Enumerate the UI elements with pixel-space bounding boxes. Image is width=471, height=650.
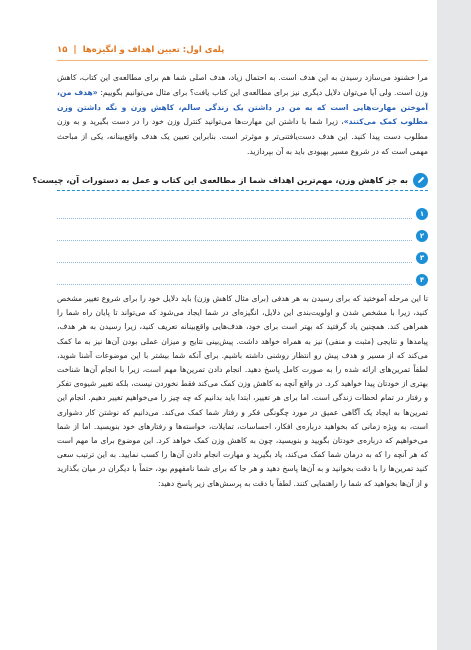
answer-number: ۳ [416,252,428,264]
intro-text-2: ، زیرا شما با داشتن این مهارت‌ها می‌توانید کنترل وزن خود را در دست بگیرید و به وزن مطلوب دست پیدا کنید. این هدف دست‌یافتنی‌تر و موثرتر است. بنابراین تعیین یک هدف واقع‌بینانه، یکی از مباحث مهمی است که در شروع مسیر بهبودی باید به آن بپردازید. [57,117,428,156]
question-underline [57,190,428,191]
answer-dotted-line[interactable] [57,254,412,263]
intro-paragraph [57,71,428,160]
answer-line-1[interactable] [57,206,428,222]
running-header [57,41,428,59]
chapter-title: پله‌ی اول: تعیین اهداف و انگیزه‌ها [82,45,225,55]
goal-highlight: «هدف من، آموختن مهارت‌هایی است که به من در داشتن یک زندگی سالم، کاهش وزن و نگه داشتن وزن مطلوب کمک می‌کنند» [57,87,429,127]
answer-dotted-line[interactable] [57,210,412,219]
pencil-icon [413,173,428,188]
answer-number: ۴ [416,274,428,286]
answer-line-2[interactable] [57,228,428,244]
page-side-margin [437,0,471,650]
answer-line-4[interactable] [57,272,428,288]
answer-line-3[interactable] [57,250,428,266]
question-text: به جز کاهش وزن، مهم‌ترین اهداف شما از مطالعه‌ی این کتاب و عمل به دستورات آن، چیست؟ [32,175,408,185]
page-number: ۱۵ [57,45,68,55]
header-separator: | [73,45,77,55]
header-divider [57,60,428,61]
question-row [32,171,428,189]
body-paragraph: تا این مرحله آموختید که برای رسیدن به هر هدفی (برای مثال کاهش وزن) باید دلایل خود را برای شروع تغییر مشخص کنید، زیرا با مشخص شدن و اولویت‌بندی این دلایل، انگیزه‌ای در شما ایجاد می‌شود که می‌تواند تا پایان راه شما را همراهی کند. همچنین یاد گرفتید که بهتر است برای خود، هدف‌هایی واقع‌بینانه تعریف کنید، زیرا رسیدن به هر هدف، پیامدها و نتایجی (مثبت و منفی) نیز به همراه خواهد داشت. پیش‌بینی نتایج و میزان عملی بودن آن‌ها نیز به ما کمک می‌کند که از مسیر و هدف پیش رو انتظار روشنی داشته باشیم. برای آنکه شما بیشتر با این موضوعات آشنا شوید، لطفاً تمرین‌های ارائه شده را به صورت کامل پاسخ دهید. انجام دادن تمرین‌ها مهم است، زیرا با انجام آن‌ها شناخت بهتری از خودتان پیدا خواهید کرد. در واقع آنچه به کاهش وزن کمک می‌کند فقط نخوردن نیست، بلکه تغییر شیوه‌ی تفکر و رفتار در تمام لحظات زندگی است. اما برای هر تغییر، ابتدا باید بدانیم که چه چیز را می‌خواهیم تغییر دهیم. انجام این تمرین‌ها به ایجاد یک آگاهی عمیق در مورد چگونگی فکر و رفتار شما کمک می‌کند. می‌دانیم که نوشتن کار دشواری است، به ویژه زمانی که بخواهید درباره‌ی افکار، احساسات، تمایلات، خواسته‌ها و رفتارهای خود بنویسید. اما از شما می‌خواهیم که درباره‌ی خودتان بگویید و بنویسید، چون به کاهش وزن کمک خواهد کرد. این موضوع برای ما مهم است که هر آنچه را که به درمان شما کمک می‌کند، یاد بگیرید و مهارت انجام دادن آن‌ها را کسب نمایید. به این ترتیب سعی کنید تمرین‌ها را با دقت بخوانید و به آن‌ها پاسخ دهید و هر جا که برای شما نامفهوم بود، حتماً با دیگران در میان بگذارید و از آن‌ها بخواهید که شما را راهنمایی کنند. لطفاً با دقت به پرسش‌های زیر پاسخ دهید: [57,294,428,488]
intro-text-1: مرا خشنود می‌سازد رسیدن به این هدف است. به احتمال زیاد، هدف اصلی شما هم برای مطالعه‌ی این کتاب، کاهش وزن است. ولی آیا می‌توان دلایل دیگری نیز برای مطالعه‌ی این کتاب یافت؟ برای مثال می‌توانیم بگوییم: [57,73,428,97]
answer-dotted-line[interactable] [57,276,412,285]
answer-number: ۱ [416,208,428,220]
answer-number: ۲ [416,230,428,242]
answer-dotted-line[interactable] [57,232,412,241]
